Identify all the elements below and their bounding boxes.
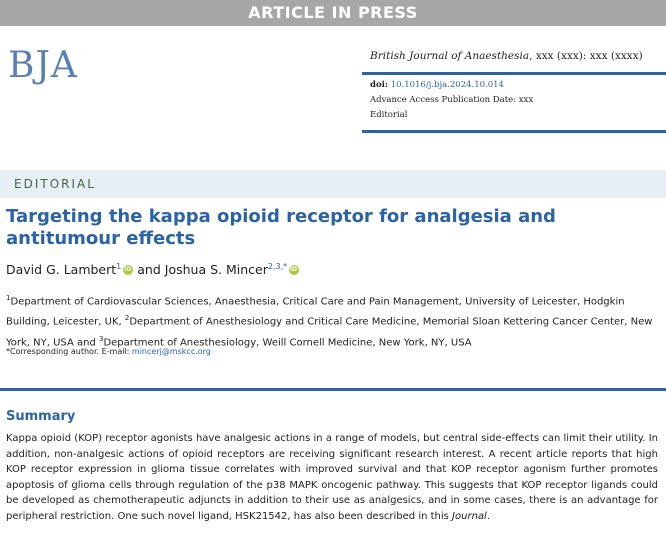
author-list (6, 262, 299, 277)
header-rule-top (362, 72, 666, 75)
affiliation-3-text: Department of Anesthesiology, Weill Cornell Medicine, New York, NY, USA (103, 336, 472, 348)
author-2-name: Joshua S. Mincer (164, 262, 268, 278)
affiliation-1-text: Department of Cardiovascular Sciences, Anaesthesia, Critical Care and Pain Management, University of Leicester, Hodgkin Building, Leicester, UK, (6, 296, 625, 328)
author-2-affiliation[interactable]: 2,3,* (267, 262, 288, 271)
summary-body: Kappa opioid (KOP) receptor agonists have analgesic actions in a range of models, but central side-effects can limit their utility. In addition, non-analgesic actions of opioid receptors are receiving significant research interest. A recent article reports that high KOP receptor expression in glioma tissue correlates with improved survival and that KOP receptor agonism further promotes apoptosis of glioma cells through regulation of the p38 MAPK oncogenic pathway. This suggests that KOP receptor ligands could be developed as chemotherapeutic adjuncts in addition to their use as analgesics, and in some cases, there is an advantage for peripheral restriction. One such novel ligand, HSK21542, has also been described in this (6, 433, 658, 522)
doi-label: doi: (370, 80, 388, 90)
article-in-press-banner: ARTICLE IN PRESS (0, 0, 666, 26)
corresponding-author (6, 347, 211, 356)
orcid-icon[interactable] (123, 265, 133, 275)
affiliation-1-number: 1 (6, 294, 11, 302)
author-1-affiliation[interactable]: 1 (116, 262, 122, 271)
affiliation-2-text: Department of Anesthesiology and Critical Care Medicine, Memorial Sloan Kettering Cancer Center, New York, NY, USA and (6, 316, 653, 348)
doi-link[interactable]: 10.1016/j.bja.2024.10.014 (390, 80, 504, 90)
summary-journal: Journal (452, 510, 487, 522)
author-1-name: David G. Lambert (6, 262, 117, 278)
section-band (0, 170, 666, 198)
article-type: Editorial (370, 110, 408, 120)
article-title: Targeting the kappa opioid receptor for analgesia and antitumour effects (6, 206, 556, 249)
summary-rule (0, 388, 666, 391)
summary-text (6, 431, 658, 524)
affiliation-2-number: 2 (124, 314, 130, 323)
author-conjunction: and (137, 262, 161, 278)
section-label: EDITORIAL (14, 177, 96, 191)
orcid-icon[interactable] (289, 265, 299, 275)
affiliation-3-number: 3 (98, 334, 104, 343)
corresponding-label: *Corresponding author. E-mail: (6, 347, 132, 356)
summary-end: . (486, 510, 490, 522)
header-rule-bottom (362, 130, 666, 133)
email-link[interactable]: mincerj@mskcc.org (131, 347, 211, 356)
journal-issue: , xxx (xxx): xxx (xxxx) (529, 50, 643, 62)
advance-access-date: Advance Access Publication Date: xxx (370, 95, 534, 105)
doi-line (370, 80, 504, 91)
journal-citation (370, 50, 643, 62)
journal-name: British Journal of Anaesthesia (370, 50, 530, 62)
affiliations (6, 290, 662, 351)
summary-heading: Summary (6, 409, 76, 424)
bja-logo: BJA (8, 45, 78, 86)
